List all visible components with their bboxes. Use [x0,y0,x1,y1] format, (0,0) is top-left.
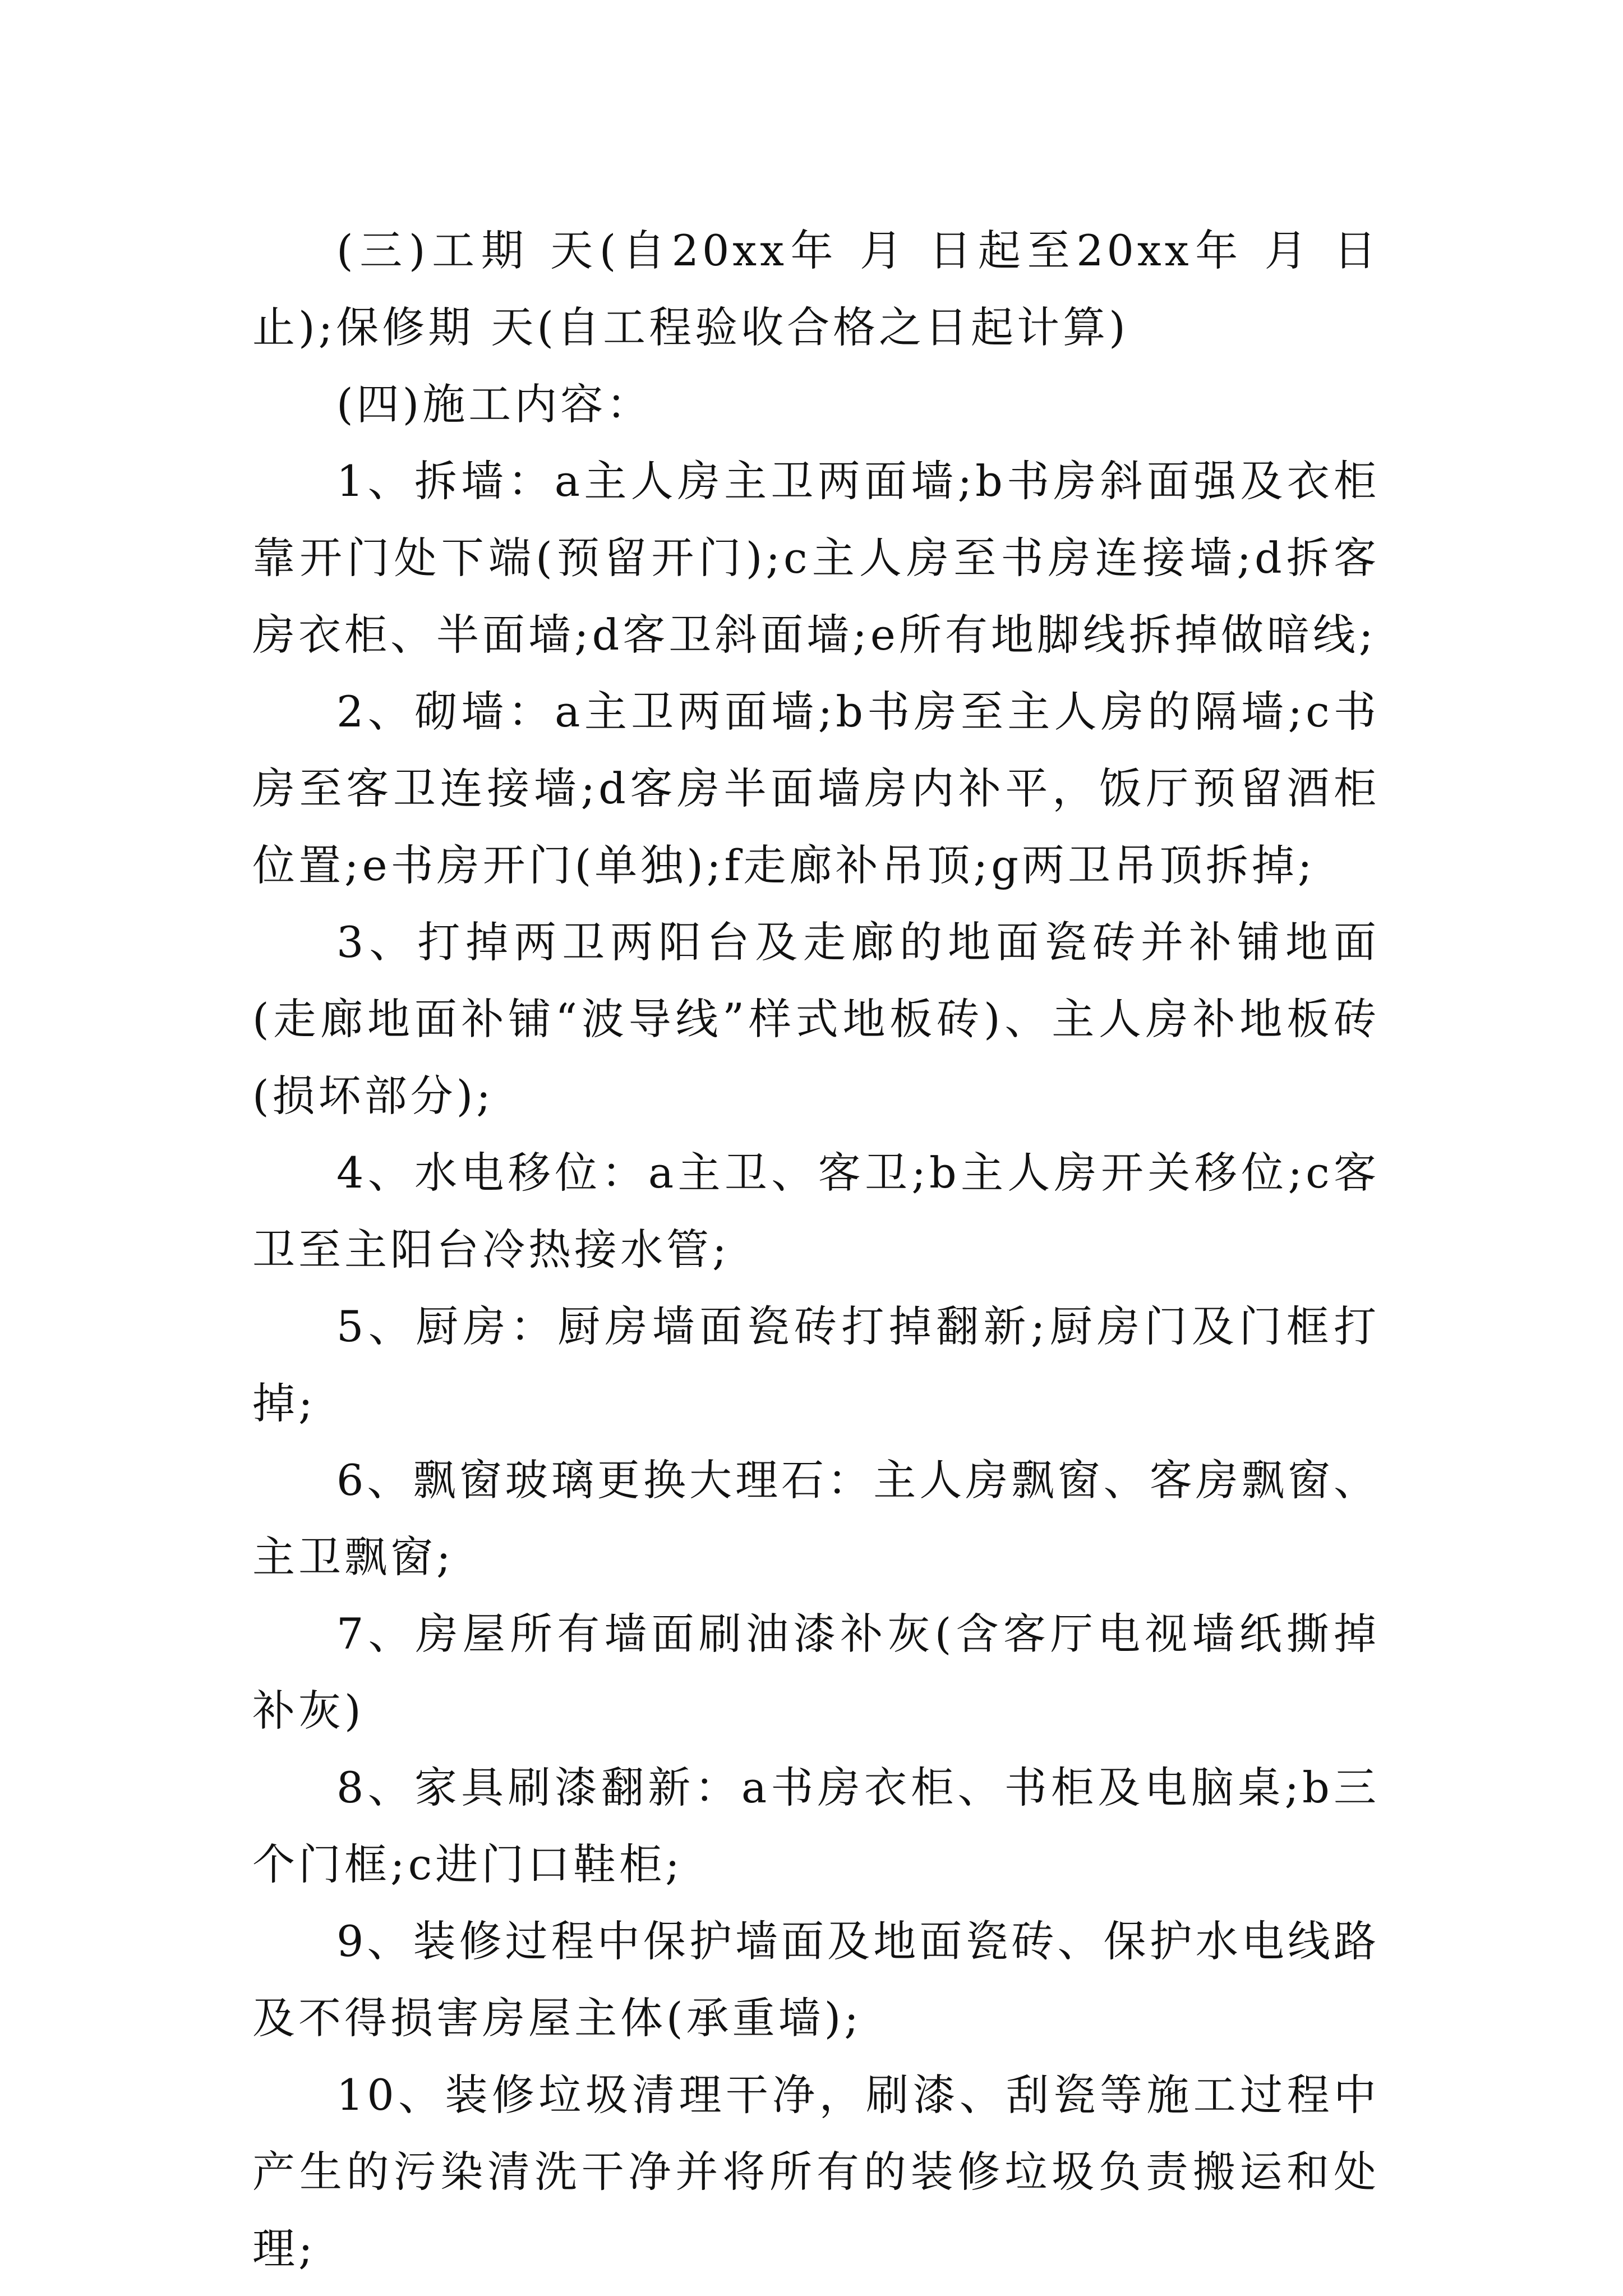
paragraph-item-8-furniture: 8、家具刷漆翻新：a书房衣柜、书柜及电脑桌;b三个门框;c进门口鞋柜; [252,1763,1380,1889]
paragraph-item-2-masonry: 2、砌墙：a主卫两面墙;b书房至主人房的隔墙;c书房至客卫连接墙;d客房半面墙房内补平，饭厅预留酒柜位置;e书房开门(单独);f走廊补吊顶;g两卫吊顶拆掉; [252,687,1380,890]
paragraph-item-7-painting: 7、房屋所有墙面刷油漆补灰(含客厅电视墙纸撕掉补灰) [252,1609,1380,1736]
paragraph-item-5-kitchen: 5、厨房：厨房墙面瓷砖打掉翻新;厨房门及门框打掉; [252,1301,1380,1428]
paragraph-item-4-plumbing-electrical: 4、水电移位：a主卫、客卫;b主人房开关移位;c客卫至主阳台冷热接水管; [252,1148,1380,1274]
document-body [252,212,1380,2287]
paragraph-item-9-protection: 9、装修过程中保护墙面及地面瓷砖、保护水电线路及不得损害房屋主体(承重墙); [252,1916,1380,2043]
paragraph-duration: (三)工期 天(自20xx年 月 日起至20xx年 月 日止);保修期 天(自工程验收合格之日起计算) [252,226,1380,352]
paragraph-item-6-bay-window: 6、飘窗玻璃更换大理石：主人房飘窗、客房飘窗、主卫飘窗; [252,1455,1380,1582]
paragraph-item-10-cleanup: 10、装修垃圾清理干净，刷漆、刮瓷等施工过程中产生的污染清洗干净并将所有的装修垃圾负责搬运和处理; [252,2070,1380,2274]
paragraph-construction-heading: (四)施工内容： [336,379,653,429]
paragraph-item-1-demolition: 1、拆墙：a主人房主卫两面墙;b书房斜面强及衣柜靠开门处下端(预留开门);c主人房至书房连接墙;d拆客房衣柜、半面墙;d客卫斜面墙;e所有地脚线拆掉做暗线; [252,456,1380,660]
paragraph-item-3-flooring: 3、打掉两卫两阳台及走廊的地面瓷砖并补铺地面(走廊地面补铺“波导线”样式地板砖)、主人房补地板砖(损坏部分); [252,917,1380,1121]
